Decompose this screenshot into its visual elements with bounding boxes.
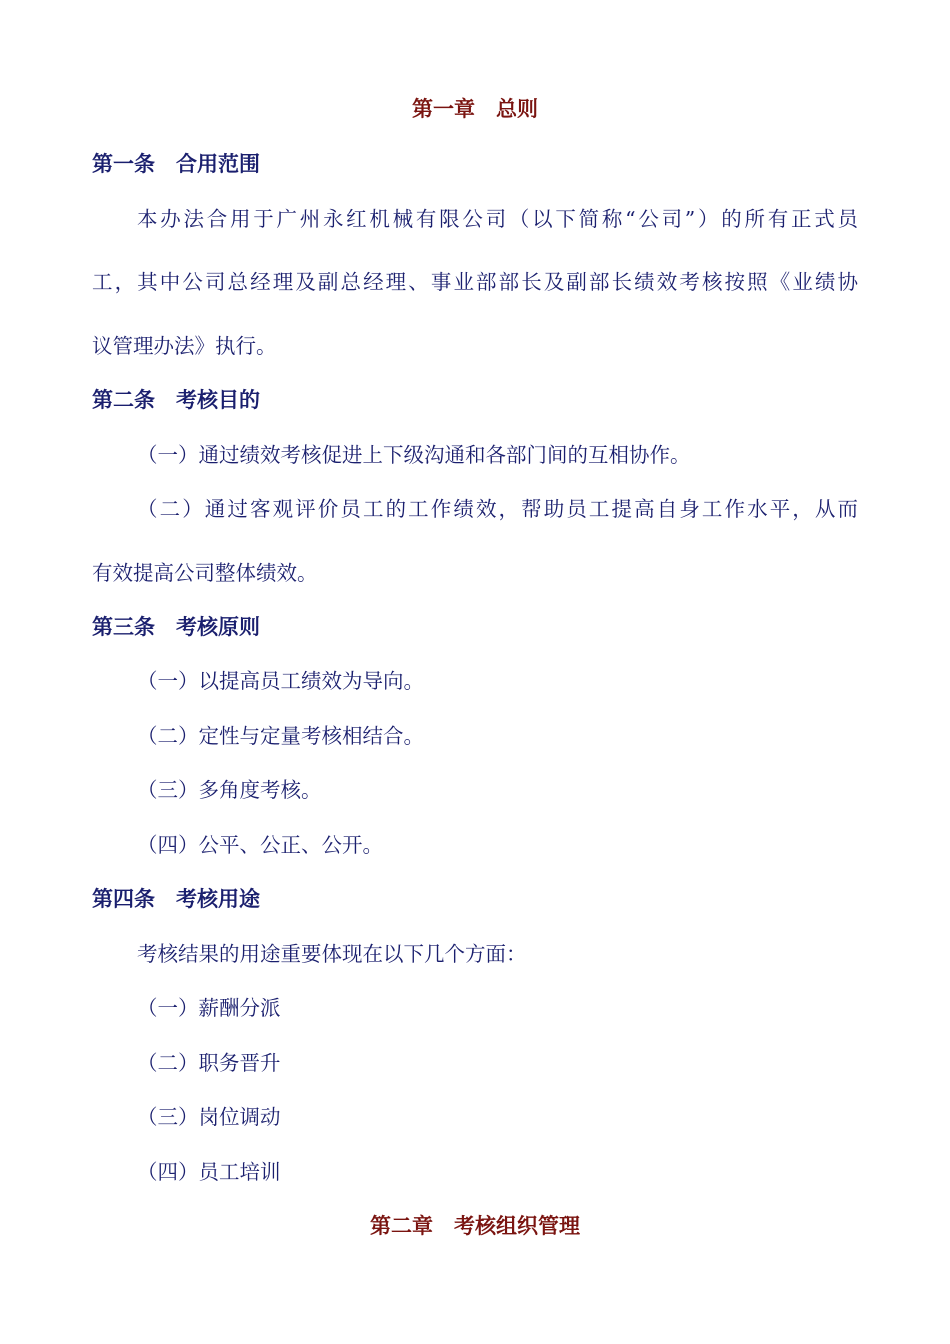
article-4-item: （三）岗位调动: [137, 1105, 281, 1129]
article-3-item: （四）公平、公正、公开。: [137, 833, 383, 857]
article-3-item: （二）定性与定量考核相结合。: [137, 724, 424, 748]
article-3-item: （三）多角度考核。: [137, 778, 322, 802]
article-4-heading: 第四条 考核用途: [92, 887, 260, 911]
article-3-heading: 第三条 考核原则: [92, 615, 260, 639]
article-2-item-1: （一）通过绩效考核促进上下级沟通和各部门间的互相协作。: [137, 443, 691, 467]
article-4-item: （一）薪酬分派: [137, 996, 281, 1020]
article-4-item: （四）员工培训: [137, 1160, 281, 1184]
article-1-line-1: 本办法合用于广州永红机械有限公司（以下简称“公司”）的所有正式员: [137, 207, 858, 231]
article-1-heading: 第一条 合用范围: [92, 152, 260, 176]
article-4-intro: 考核结果的用途重要体现在以下几个方面：: [137, 942, 527, 966]
article-2-item-2-line-1: （二）通过客观评价员工的工作绩效，帮助员工提高自身工作水平，从而: [137, 497, 858, 521]
article-3-item: （一）以提高员工绩效为导向。: [137, 669, 424, 693]
article-2-heading: 第二条 考核目的: [92, 388, 260, 412]
chapter-1-title: 第一章 总则: [412, 97, 538, 121]
article-1-line-2: 工，其中公司总经理及副总经理、事业部部长及副部长绩效考核按照《业绩协: [92, 270, 858, 294]
article-4-item: （二）职务晋升: [137, 1051, 281, 1075]
article-2-item-2-line-2: 有效提高公司整体绩效。: [92, 561, 318, 585]
article-1-line-3: 议管理办法》执行。: [92, 334, 277, 358]
chapter-2-title: 第二章 考核组织管理: [370, 1214, 580, 1238]
